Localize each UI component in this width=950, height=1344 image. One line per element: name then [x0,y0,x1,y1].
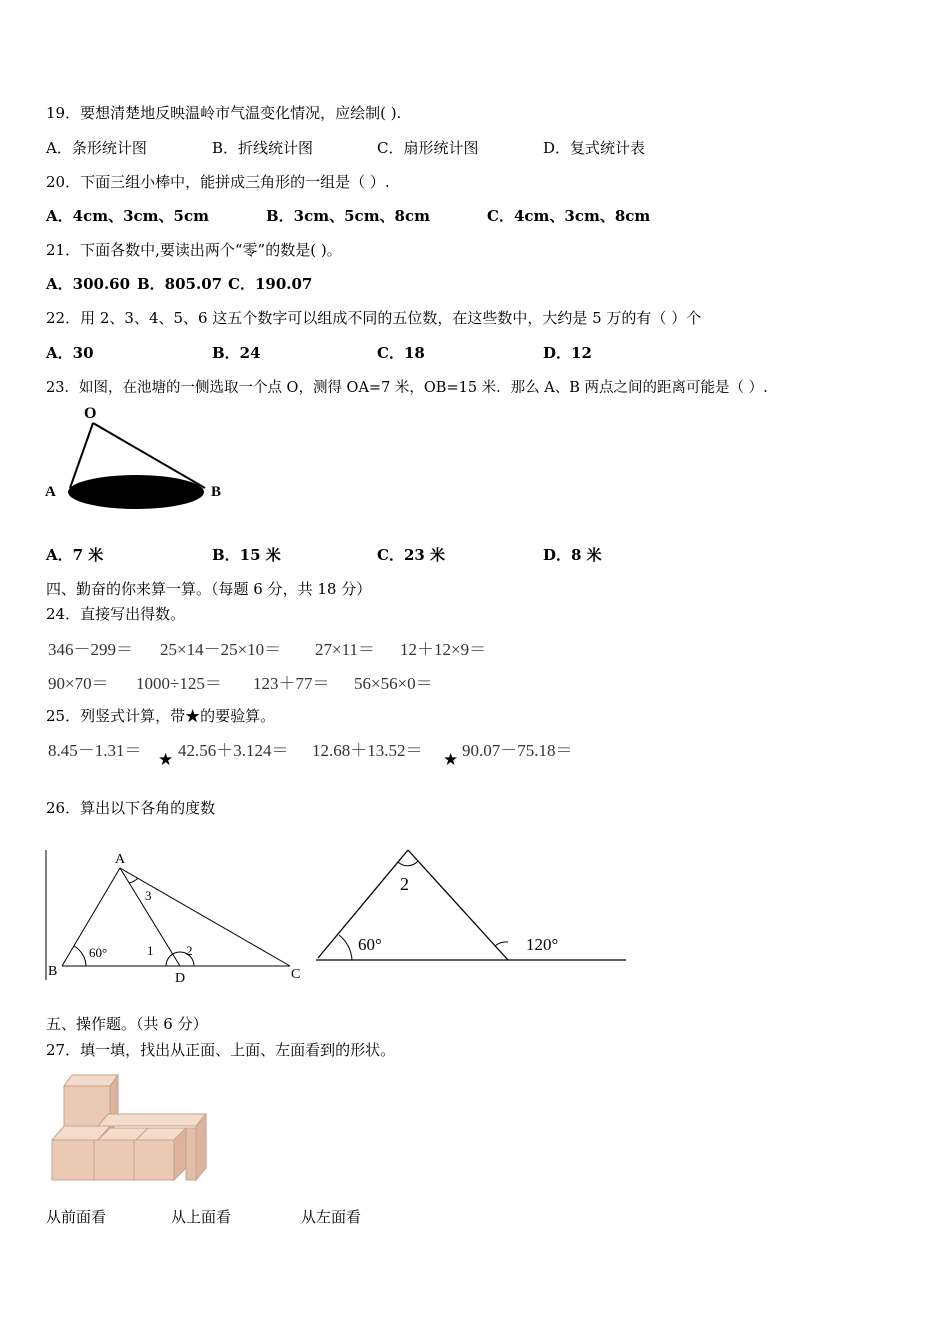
q19-option-b: B．折线统计图 [212,139,314,157]
q23-option-c: C．23 米 [377,546,446,564]
exterior-angle-figure [312,840,632,970]
triangle-abc-figure [44,848,306,984]
view-top-label: 从上面看 [171,1208,232,1226]
point-o-label: O [84,405,97,422]
q20-option-b: B．3cm、5cm、8cm [266,207,431,225]
q24-expr: 90×70＝ [48,674,109,693]
q20-option-a: A．4cm、3cm、5cm [46,207,209,225]
view-left-label: 从左面看 [301,1208,362,1226]
pond-figure [40,400,240,515]
view-front-label: 从前面看 [46,1208,107,1226]
q25-expr: 42.56＋3.124＝ [178,741,289,760]
section4-title: 四、勤奋的你来算一算。（每题 6 分，共 18 分） [46,580,372,598]
angle-b-arc [74,946,86,966]
star-mark-icon: ★ [443,750,459,770]
star-mark-icon: ★ [158,750,174,770]
angle-2-label: 2 [400,874,409,894]
q19-option-d: D．复式统计表 [543,139,646,157]
cube-stack-figure [48,1072,208,1184]
q24-expr: 25×14－25×10＝ [160,640,282,659]
q24-expr: 27×11＝ [315,640,375,659]
q23-option-a: A．7 米 [46,546,104,564]
q21-option-a: A．300.60 [46,275,131,293]
q22-option-d: D．12 [543,344,592,362]
section5-title: 五、操作题。（共 6 分） [46,1015,208,1033]
q23-option-d: D．8 米 [543,546,602,564]
q24-expr: 123＋77＝ [253,674,330,693]
left-angle-arc [339,935,352,960]
q22-option-b: B．24 [212,344,261,362]
top-angle-arc [398,861,418,866]
angle-120-label: 120° [526,935,559,954]
point-a-label: A [45,484,56,500]
q27-stem: 27．填一填，找出从正面、上面、左面看到的形状。 [46,1041,396,1059]
q26-stem: 26．算出以下各角的度数 [46,799,216,817]
q22-option-c: C．18 [377,344,425,362]
q25-expr: 90.07－75.18＝ [462,741,573,760]
q21-option-c: C．190.07 [228,275,313,293]
angle-1-label: 1 [147,943,154,958]
q20-stem: 20．下面三组小棒中，能拼成三角形的一组是（ ）. [46,173,390,191]
right-angle-arc [495,942,508,946]
right-side [408,850,508,960]
q24-expr: 12＋12×9＝ [400,640,487,659]
q19-stem: 19．要想清楚地反映温岭市气温变化情况，应绘制( ). [46,104,402,122]
q24-expr: 56×56×0＝ [354,674,433,693]
q20-option-c: C．4cm、3cm、8cm [487,207,651,225]
angle-b-label: 60° [89,945,108,960]
angle-3-label: 3 [145,888,152,903]
pond [68,475,204,509]
q23-stem: 23．如图，在池塘的一侧选取一个点 O，测得 OA=7 米，OB=15 米．那么 A、B 两点之间的距离可能是（ ）. [46,380,768,396]
q21-option-b: B．805.07 [137,275,223,293]
vertex-b-label: B [48,964,58,979]
segment-ac [120,868,290,966]
vertex-a-label: A [115,852,126,867]
q19-option-c: C．扇形统计图 [377,139,479,157]
q19-option-a: A．条形统计图 [46,139,147,157]
q23-option-b: B．15 米 [212,546,281,564]
q21-stem: 21．下面各数中,要读出两个“零”的数是( )。 [46,241,342,259]
angle-60-label: 60° [358,935,382,954]
q22-option-a: A．30 [46,344,94,362]
angle-2-label: 2 [186,943,193,958]
q24-expr: 1000÷125＝ [136,674,222,693]
q24-expr: 346－299＝ [48,640,133,659]
point-b-label: B [211,484,222,500]
q24-stem: 24．直接写出得数。 [46,605,186,623]
q25-stem: 25．列竖式计算，带★的要验算。 [46,707,276,725]
q25-expr: 8.45－1.31＝ [48,741,142,760]
q22-stem: 22．用 2、3、4、5、6 这五个数字可以组成不同的五位数，在这些数中，大约是 5 万的有（ ）个 [46,309,702,327]
vertex-d-label: D [175,971,186,984]
q25-expr: 12.68＋13.52＝ [312,741,423,760]
vertex-c-label: C [291,967,301,982]
angle-3-arc [129,878,138,883]
segment-oa [70,423,93,488]
